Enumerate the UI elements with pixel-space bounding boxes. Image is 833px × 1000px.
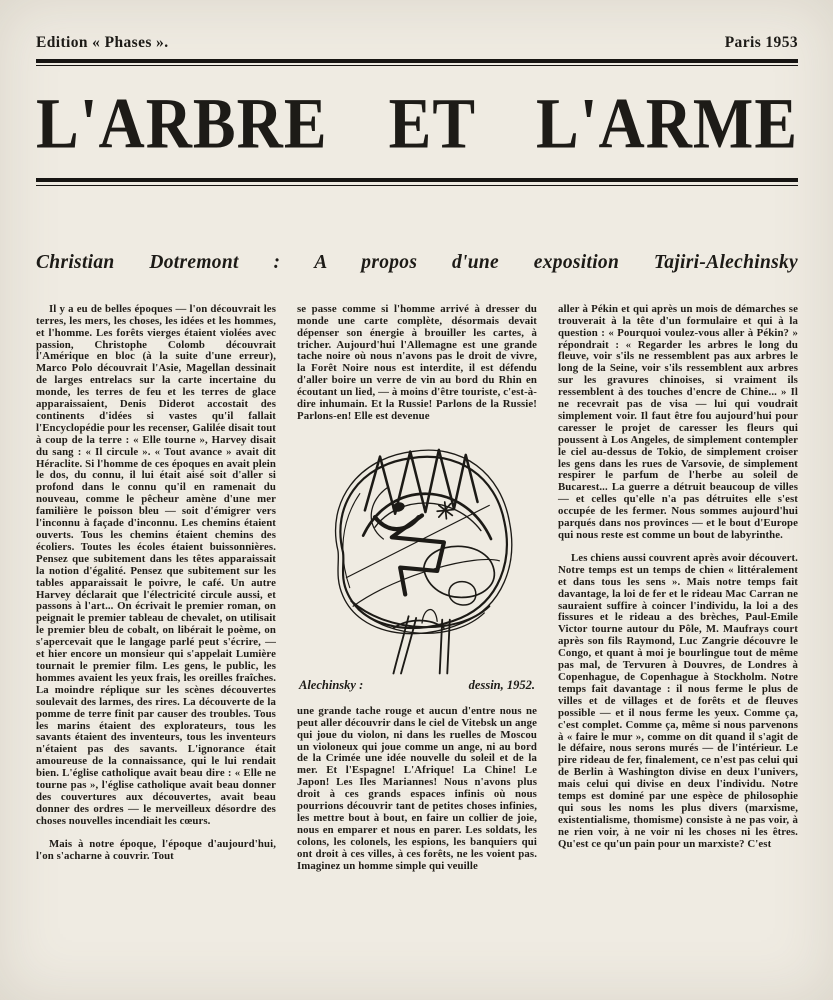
figure-caption bbox=[299, 678, 535, 693]
col1-paragraph-1: Il y a eu de belles époques — l'on découvrait les terres, les mers, les choses, les idées et les hommes, et l'homme. Les forêts vierges étaient violées avec passion, Christophe Colomb découvrait l'Amérique en bloc (à la suite d'une erreur), Marco Polo découvrait l'Asie, Magellan dessinait de larges entrelacs sur la carte incertaine du monde, les terres de feu et les terres de glace apparaissaient, Denis Diderot accostait des continents d'idées si vastes qu'il fallait l'Encyclopédie pour les recenser, Galilée disait tout à coup de la terre : « Elle tourne », Harvey disait du sang : « Il circule ». « Tout avance » avait dit Héraclite. Si l'homme de ces époques en avait plein le dos, du connu, il lui était aisé soit d'aller si profond dans le connu qu'il en ramenait du nouveau, comme le pêcheur amène d'une mer familière le poisson bleu — soit d'émigrer vers l'inconnu à façade d'inconnu. Les chemins étaient ouverts. Tous les chemins étaient chemins des écoliers. Toutes les écoles étaient buissonnières. Pensez que subitement dans les têtes apparaissait la notion d'égalité. Pensez que subitement sur les tables apparaissait le poivre, le café. Un autre Harvey déclarait que l'électricité circule aussi, et passons à l'art... On écrivait le premier roman, on peignait le premier tableau de chevalet, on utilisait le premier bleu de cobalt, on libérait le poème, on s'apercevait que le langage parlé peut s'écrire, — et hier encore un monsieur qui s'appelait Lumière tournait le premier film. Les gens, le public, les hommes avaient les yeux frais, les oreilles fraîches. La moindre réplique sur les scènes découvertes soulevait des larmes, des rires. La découverte de la pomme de terre finit par causer des troubles. Tous les marins étaient des explorateurs, tous les savants étaient des inventeurs, tous les inventeurs n'étaient pas des savants. L'ignorance était amoureuse de la connaissance, qui le lui rendait bien. L'église catholique avait beau dire : « Elle ne tourne pas », l'église catholique avait beau donner des couvertures aux découvertes, avait beau donner des ordres — le merveilleux désordre des choses nouvelles incendiait les cœurs. bbox=[36, 303, 276, 827]
column-1 bbox=[36, 304, 276, 934]
column-2 bbox=[297, 304, 537, 934]
column-3 bbox=[558, 304, 798, 934]
col1-paragraph-2: Mais à notre époque, l'époque d'aujourd'hui, l'on s'acharne à couvrir. Tout bbox=[36, 837, 276, 862]
col3-paragraph-1: aller à Pékin et qui après un mois de démarches se trouverait à la tête d'un formulaire et qui à la question : « Pourquoi voulez-vous aller à Pékin? » répondrait : « Regarder les arbres le long du fleuve, voir s'ils ne ressemblent pas aux arbres le long de la Seine, voir s'ils ressemblent aux arbres sur les gravures chinoises, si vraiment ils ressemblent à des touches d'encre de Chine... » Il ne recevrait pas de visa — lui qui voudrait simplement voir. Il faut être fou aujourd'hui pour caresser le projet de caresser les fleurs qui poussent à Los Angeles, de simplement contempler le ciel au-dessus de Tokio, de simplement croiser les gens dans les rues de Varsovie, de simplement respirer le parfum de l'herbe au soleil de Bucarest... La guerre a détruit beaucoup de villes — et celles qu'elle n'a pas détruites elle s'est occupée de les fermer. Nous sommes aujourd'hui parqués dans nos provinces — et le bout d'Europe qui nous reste est comme un bout de labyrinthe. bbox=[558, 303, 798, 541]
double-rule-under-title bbox=[36, 178, 798, 185]
col2-paragraph-1: se passe comme si l'homme arrivé à dresser du monde une carte complète, désormais devait dépenser son énergie à brouiller les cartes, à tricher. Aujourd'hui l'Allemagne est une grande tache noire où nous n'avons pas le droit de vivre, la Forêt Noire nous est interdite, il est défendu d'aller boire un verre de vin au bord du Rhin en écoutant un lied, — à moins d'être touriste, c'est-à-dire inhumain. Et la Russie! Parlons de la Russie! Parlons-en! Elle est devenue bbox=[297, 303, 537, 422]
place-date-label: Paris 1953 bbox=[724, 34, 798, 51]
page-title: L'ARBRE ET L'ARME bbox=[36, 84, 798, 164]
figure-caption-artist: Alechinsky : bbox=[299, 677, 364, 692]
masthead bbox=[36, 34, 798, 52]
edition-label: Edition « Phases ». bbox=[36, 34, 169, 51]
col3-paragraph-2: Les chiens aussi couvrent après avoir découvert. Notre temps est un temps de chien « littéralement et dans tous les sens ». Mais notre temps fait davantage, la loi de fer et le rideau Mac Carran ne sauraient suffire à coincer l'individu, la loi a des fissures et le rideau a des brèches, Paul-Emile Victor tourne autour du Pôle, M. Maufrays court après son fils Raymond, Luc Zangrie découvre le Congo, et quant à moi je bourlingue tout de même pas mal, de Tervuren à Douvres, de Londres à Copenhague, de Copenhague à Stockholm. Notre temps fait davantage : il nous ferme le plus de villes et de villages et de forêts et de fleuves possible — et il nous ferme les yeux. Comme ça, c'est complet. Comme ça, même si nous parvenons à « faire le mur », comme on dit quand il s'agit de le défaire, nous serons murés — de l'intérieur. Le pire rideau de fer, finalement, ce n'est pas celui qui de Berlin à Washington divise en deux l'univers, mais celui qui divise en deux l'individu. Notre temps est dominé par une espèce de philosophie qui sous les noms les plus divers (marxisme, existentialisme, thomisme) consiste à ne pas voir, à ne rien voir, à ne voir ni les choses ni les êtres. Qu'est ce qu'un pain pour un marxiste? C'est bbox=[558, 551, 798, 850]
article-byline: Christian Dotremont : A propos d'une exposition Tajiri-Alechinsky bbox=[36, 251, 798, 273]
alechinsky-drawing-figure bbox=[297, 428, 537, 693]
article-columns bbox=[36, 304, 798, 934]
double-rule-top bbox=[36, 59, 798, 66]
col2-paragraph-2: une grande tache rouge et aucun d'entre nous ne peut aller découvrir dans le ciel de Vitebsk un ange qui joue du violon, ni dans les ruelles de Moscou un violoneux qui joue comme un ange, ni au bord de la Crimée une idée nouvelle du soleil et de la mer. Et l'Espagne! L'Afrique! La Chine! Le Japon! Les Iles Mariannes! Nous n'avons plus droit à ces grands espaces infinis où nous pourrions découvrir tant de petites choses infinies, les mettre bout à bout, en faire un collier de joie, nous en emparer et nous en parer. Les soldats, les colons, les colonels, les espions, les banquiers qui ont droit à ces villes, à ces forêts, ne les voient pas. Imaginez un homme simple qui veuille bbox=[297, 704, 537, 872]
abstract-scribble-drawing-icon bbox=[298, 428, 536, 676]
figure-caption-work: dessin, 1952. bbox=[468, 677, 535, 692]
